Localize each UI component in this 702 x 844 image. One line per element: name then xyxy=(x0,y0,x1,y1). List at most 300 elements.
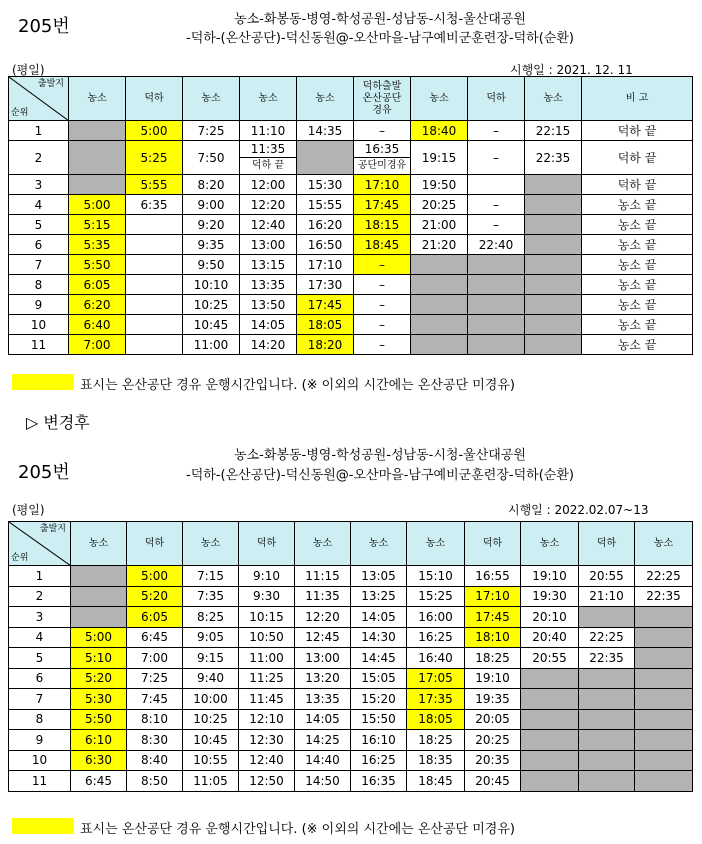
time-cell: 5:35 xyxy=(69,235,126,255)
table-row xyxy=(9,121,693,141)
time-cell: 8:40 xyxy=(127,750,183,771)
time-cell: 14:05 xyxy=(240,315,297,335)
time-cell: 15:20 xyxy=(351,689,407,710)
time-cell xyxy=(411,295,468,315)
time-cell: 20:25 xyxy=(465,730,521,751)
time-cell: 20:40 xyxy=(521,627,579,648)
time-cell: 농소 끝 xyxy=(582,275,693,295)
header-cell: 덕하 xyxy=(465,522,521,566)
time-cell xyxy=(71,607,127,628)
time-cell: 9:35 xyxy=(183,235,240,255)
effective-date-after: 시행일 : 2022.02.07~13 xyxy=(508,503,649,517)
time-cell xyxy=(635,689,693,710)
time-cell: 16:00 xyxy=(407,607,465,628)
time-cell xyxy=(240,141,297,175)
time-cell xyxy=(126,235,183,255)
time-cell: 21:10 xyxy=(579,586,635,607)
time-cell: 9:30 xyxy=(239,586,295,607)
route-path-line2-after: -덕하-(온산공단)-덕신동원@-오산마을-남구예비군훈련장-덕하(순환) xyxy=(186,468,574,483)
time-cell xyxy=(468,335,525,355)
time-cell: 11:15 xyxy=(295,566,351,587)
time-cell xyxy=(579,607,635,628)
table-row xyxy=(9,335,693,355)
time-cell xyxy=(579,730,635,751)
time-cell: 22:15 xyxy=(525,121,582,141)
table-row xyxy=(9,668,693,689)
time-cell: 13:15 xyxy=(240,255,297,275)
time-cell: 16:10 xyxy=(351,730,407,751)
route-path-line2: -덕하-(온산공단)-덕신동원@-오산마을-남구예비군훈련장-덕하(순환) xyxy=(186,31,574,46)
sub-note: 덕하 끝 xyxy=(240,157,296,174)
rank-cell: 11 xyxy=(9,335,69,355)
time-cell: 20:35 xyxy=(465,750,521,771)
rank-cell: 4 xyxy=(9,195,69,215)
rank-cell: 1 xyxy=(9,121,69,141)
time-cell: 20:55 xyxy=(579,566,635,587)
rank-cell: 6 xyxy=(9,235,69,255)
time-cell: 16:40 xyxy=(407,648,465,669)
corner-top-label: 출발지 xyxy=(37,79,64,89)
time-cell: 22:35 xyxy=(635,586,693,607)
time-cell: 17:05 xyxy=(407,668,465,689)
time-cell: 18:05 xyxy=(407,709,465,730)
time-cell: 덕하 끝 xyxy=(582,175,693,195)
time-cell xyxy=(525,235,582,255)
time-cell xyxy=(635,750,693,771)
time-cell: 농소 끝 xyxy=(582,335,693,355)
time-cell xyxy=(354,141,411,175)
time-cell xyxy=(69,121,126,141)
time-cell: 15:50 xyxy=(351,709,407,730)
time-cell: 9:50 xyxy=(183,255,240,275)
legend-text-before: 표시는 온산공단 경유 운행시간입니다. (※ 이외의 시간에는 온산공단 미경유) xyxy=(80,378,515,393)
time-cell: 17:45 xyxy=(297,295,354,315)
time-cell: – xyxy=(354,335,411,355)
route-path-line1-after: 농소-화봉동-병영-학성공원-성남동-시청-울산대공원 xyxy=(234,448,526,463)
time-cell: 17:45 xyxy=(465,607,521,628)
time-cell: 14:40 xyxy=(295,750,351,771)
time-cell: – xyxy=(354,121,411,141)
time-cell: 7:25 xyxy=(127,668,183,689)
time-cell xyxy=(521,750,579,771)
time-cell: 11:00 xyxy=(239,648,295,669)
rank-cell: 9 xyxy=(9,730,71,751)
time-cell: 10:10 xyxy=(183,275,240,295)
table-row xyxy=(9,689,693,710)
time-cell: 12:00 xyxy=(240,175,297,195)
time-cell xyxy=(71,586,127,607)
time-cell xyxy=(297,141,354,175)
header-cell: 농소 xyxy=(71,522,127,566)
legend-text-after: 표시는 온산공단 경유 운행시간입니다. (※ 이외의 시간에는 온산공단 미경유) xyxy=(80,822,515,837)
time-cell: 6:05 xyxy=(69,275,126,295)
header-cell: 농소 xyxy=(525,77,582,121)
time-cell: 13:05 xyxy=(351,566,407,587)
time-cell: 11:05 xyxy=(183,771,239,792)
table-row xyxy=(9,275,693,295)
time-cell: 18:10 xyxy=(465,627,521,648)
time-cell xyxy=(468,315,525,335)
time-cell xyxy=(579,750,635,771)
time-cell: 15:55 xyxy=(297,195,354,215)
time-cell: 22:40 xyxy=(468,235,525,255)
time-cell: 17:35 xyxy=(407,689,465,710)
header-cell: 농소 xyxy=(69,77,126,121)
time-cell: 10:50 xyxy=(239,627,295,648)
time-cell: 11:10 xyxy=(240,121,297,141)
time-cell xyxy=(411,275,468,295)
time-cell xyxy=(126,295,183,315)
time-cell: 5:00 xyxy=(127,566,183,587)
header-cell: 농소 xyxy=(295,522,351,566)
day-type-label: (평일) xyxy=(12,63,45,77)
time-cell xyxy=(525,255,582,275)
header-cell: 농소 xyxy=(411,77,468,121)
time-cell: 8:20 xyxy=(183,175,240,195)
time-cell: 12:10 xyxy=(239,709,295,730)
time-cell: 8:30 xyxy=(127,730,183,751)
time-cell: 20:25 xyxy=(411,195,468,215)
rank-cell: 10 xyxy=(9,750,71,771)
time-cell: 5:00 xyxy=(71,627,127,648)
time-cell xyxy=(525,295,582,315)
time-cell: 11:00 xyxy=(183,335,240,355)
table-row xyxy=(9,709,693,730)
time-cell xyxy=(126,215,183,235)
time-cell: – xyxy=(468,195,525,215)
header-cell: 농소 xyxy=(521,522,579,566)
time-cell: 15:30 xyxy=(297,175,354,195)
rank-cell: 6 xyxy=(9,668,71,689)
time-cell: 6:05 xyxy=(127,607,183,628)
time-cell: – xyxy=(468,121,525,141)
time-cell: 22:25 xyxy=(579,627,635,648)
time-cell: 19:30 xyxy=(521,586,579,607)
time-cell: 19:10 xyxy=(521,566,579,587)
table-row xyxy=(9,315,693,335)
time-cell: 13:25 xyxy=(351,586,407,607)
table-row xyxy=(9,215,693,235)
time-cell: – xyxy=(354,295,411,315)
time-cell: 17:10 xyxy=(354,175,411,195)
legend-yellow-swatch xyxy=(12,374,74,390)
header-cell: 농소 xyxy=(183,522,239,566)
time-cell: 12:20 xyxy=(295,607,351,628)
time-cell: 8:25 xyxy=(183,607,239,628)
time-cell: 20:55 xyxy=(521,648,579,669)
header-cell: 농소 xyxy=(407,522,465,566)
time-cell: 6:20 xyxy=(69,295,126,315)
table-row xyxy=(9,586,693,607)
time-cell: 5:55 xyxy=(126,175,183,195)
time-cell: 18:45 xyxy=(407,771,465,792)
time-cell: 17:10 xyxy=(465,586,521,607)
time-cell xyxy=(635,709,693,730)
table-row xyxy=(9,235,693,255)
rank-cell: 4 xyxy=(9,627,71,648)
time-cell: 16:35 xyxy=(351,771,407,792)
time-cell: 13:50 xyxy=(240,295,297,315)
time-cell: 7:00 xyxy=(127,648,183,669)
time-cell: 9:15 xyxy=(183,648,239,669)
time-cell: 11:25 xyxy=(239,668,295,689)
time-cell: 12:40 xyxy=(240,215,297,235)
table-row xyxy=(9,750,693,771)
time-cell xyxy=(468,175,525,195)
time-cell: 14:05 xyxy=(351,607,407,628)
rank-cell: 7 xyxy=(9,689,71,710)
time-cell: 16:25 xyxy=(351,750,407,771)
sub-note: 공단미경유 xyxy=(354,157,410,174)
rank-cell: 5 xyxy=(9,215,69,235)
header-cell: 덕하 xyxy=(127,522,183,566)
table-row xyxy=(9,607,693,628)
table-row xyxy=(9,627,693,648)
time-cell: 6:45 xyxy=(127,627,183,648)
time-cell: 5:50 xyxy=(71,709,127,730)
time-cell: 농소 끝 xyxy=(582,215,693,235)
time-cell: 22:35 xyxy=(525,141,582,175)
time-cell: 10:25 xyxy=(183,709,239,730)
time-cell: 6:30 xyxy=(71,750,127,771)
timetable-before xyxy=(8,76,693,355)
day-type-label-after: (평일) xyxy=(12,503,45,517)
time-cell: 12:40 xyxy=(239,750,295,771)
header-row-after xyxy=(9,522,693,566)
route-path-line1: 농소-화봉동-병영-학성공원-성남동-시청-울산대공원 xyxy=(234,12,526,27)
time-cell: 8:50 xyxy=(127,771,183,792)
time-cell xyxy=(411,315,468,335)
time-cell xyxy=(126,335,183,355)
time-cell: 13:35 xyxy=(240,275,297,295)
time-cell: 15:05 xyxy=(351,668,407,689)
time-cell: 21:00 xyxy=(411,215,468,235)
time-cell: 10:45 xyxy=(183,315,240,335)
rank-cell: 8 xyxy=(9,709,71,730)
time-cell xyxy=(635,648,693,669)
time-cell: 7:45 xyxy=(127,689,183,710)
time-cell: 5:15 xyxy=(69,215,126,235)
table-row xyxy=(9,175,693,195)
time-cell: 12:20 xyxy=(240,195,297,215)
time-cell: 14:20 xyxy=(240,335,297,355)
change-label: ▷ 변경후 xyxy=(26,413,90,432)
time-cell: 14:25 xyxy=(295,730,351,751)
time-cell: 13:35 xyxy=(295,689,351,710)
header-cell: 농소 xyxy=(635,522,693,566)
time-cell: 13:00 xyxy=(295,648,351,669)
table-row xyxy=(9,195,693,215)
time-cell: – xyxy=(468,141,525,175)
time-cell: 6:40 xyxy=(69,315,126,335)
rank-cell: 7 xyxy=(9,255,69,275)
time-cell: 10:00 xyxy=(183,689,239,710)
corner-header-cell-after xyxy=(9,522,71,566)
time-cell: 8:10 xyxy=(127,709,183,730)
time-cell: 5:20 xyxy=(127,586,183,607)
time-cell xyxy=(69,141,126,175)
time-cell: 14:45 xyxy=(351,648,407,669)
time-cell xyxy=(71,566,127,587)
time-cell xyxy=(411,255,468,275)
header-cell: 농소 xyxy=(240,77,297,121)
time-cell: 22:25 xyxy=(635,566,693,587)
time-cell xyxy=(525,315,582,335)
time-cell xyxy=(635,607,693,628)
corner-bottom-label-after: 순위 xyxy=(11,553,29,563)
time-cell: 15:10 xyxy=(407,566,465,587)
header-cell: 덕하 xyxy=(126,77,183,121)
time-cell: 6:45 xyxy=(71,771,127,792)
time-cell: 18:20 xyxy=(297,335,354,355)
table-row xyxy=(9,730,693,751)
time-cell: 10:45 xyxy=(183,730,239,751)
time-cell: 18:45 xyxy=(354,235,411,255)
time-cell: 11:35 xyxy=(295,586,351,607)
time-cell: 17:30 xyxy=(297,275,354,295)
time-cell xyxy=(521,709,579,730)
route-number-after: 205번 xyxy=(18,462,70,483)
route-number: 205번 xyxy=(18,16,70,37)
rank-cell: 9 xyxy=(9,295,69,315)
time-cell: 12:30 xyxy=(239,730,295,751)
time-value: 16:35 xyxy=(364,142,400,156)
time-cell: – xyxy=(354,255,411,275)
time-cell: 농소 끝 xyxy=(582,295,693,315)
table-row xyxy=(9,648,693,669)
header-cell: 덕하 xyxy=(579,522,635,566)
header-cell: 농소 xyxy=(297,77,354,121)
time-cell xyxy=(525,335,582,355)
time-cell: 5:00 xyxy=(69,195,126,215)
time-cell: 7:25 xyxy=(183,121,240,141)
time-cell: 16:20 xyxy=(297,215,354,235)
time-cell xyxy=(635,771,693,792)
time-cell: 농소 끝 xyxy=(582,315,693,335)
time-cell xyxy=(635,627,693,648)
time-cell: – xyxy=(468,215,525,235)
time-cell: 13:20 xyxy=(295,668,351,689)
rank-cell: 8 xyxy=(9,275,69,295)
rank-cell: 5 xyxy=(9,648,71,669)
rank-cell: 3 xyxy=(9,175,69,195)
time-cell: 18:25 xyxy=(465,648,521,669)
table-row xyxy=(9,255,693,275)
time-cell: 10:25 xyxy=(183,295,240,315)
legend-yellow-swatch-after xyxy=(12,818,74,834)
rank-cell: 11 xyxy=(9,771,71,792)
time-cell: 21:20 xyxy=(411,235,468,255)
time-cell: 9:00 xyxy=(183,195,240,215)
time-cell: 14:50 xyxy=(295,771,351,792)
time-cell: 16:50 xyxy=(297,235,354,255)
time-cell: 7:50 xyxy=(183,141,240,175)
header-cell: 농소 xyxy=(183,77,240,121)
header-cell: 농소 xyxy=(351,522,407,566)
rank-cell: 1 xyxy=(9,566,71,587)
time-value: 11:35 xyxy=(250,142,286,156)
time-cell: 17:10 xyxy=(297,255,354,275)
time-cell: 14:35 xyxy=(297,121,354,141)
time-cell: 5:20 xyxy=(71,668,127,689)
time-cell: 17:45 xyxy=(354,195,411,215)
rank-cell: 2 xyxy=(9,141,69,175)
time-cell xyxy=(411,335,468,355)
time-cell: 11:45 xyxy=(239,689,295,710)
time-cell: 19:15 xyxy=(411,141,468,175)
timetable-after xyxy=(8,521,693,792)
time-cell: 19:50 xyxy=(411,175,468,195)
time-cell: 6:10 xyxy=(71,730,127,751)
time-cell: – xyxy=(354,315,411,335)
rank-cell: 10 xyxy=(9,315,69,335)
time-cell: 9:10 xyxy=(239,566,295,587)
time-cell: 7:15 xyxy=(183,566,239,587)
time-cell xyxy=(126,255,183,275)
time-cell: 16:25 xyxy=(407,627,465,648)
time-cell: 농소 끝 xyxy=(582,255,693,275)
effective-date-before: 시행일 : 2021. 12. 11 xyxy=(510,63,633,77)
time-cell xyxy=(521,771,579,792)
time-cell: 20:45 xyxy=(465,771,521,792)
time-cell: 18:05 xyxy=(297,315,354,335)
time-cell xyxy=(579,689,635,710)
corner-bottom-label: 순위 xyxy=(11,108,29,118)
time-cell xyxy=(468,295,525,315)
time-cell xyxy=(635,730,693,751)
header-row xyxy=(9,77,693,121)
time-cell xyxy=(525,175,582,195)
time-cell: 15:25 xyxy=(407,586,465,607)
time-cell: 7:00 xyxy=(69,335,126,355)
time-cell: 농소 끝 xyxy=(582,195,693,215)
time-cell xyxy=(525,275,582,295)
time-cell: 6:35 xyxy=(126,195,183,215)
time-cell: 5:00 xyxy=(126,121,183,141)
time-cell xyxy=(525,195,582,215)
time-cell: 덕하 끝 xyxy=(582,121,693,141)
time-cell xyxy=(468,255,525,275)
time-cell: 7:35 xyxy=(183,586,239,607)
time-cell: 19:10 xyxy=(465,668,521,689)
time-cell: 9:40 xyxy=(183,668,239,689)
time-cell: 9:20 xyxy=(183,215,240,235)
time-cell: 18:25 xyxy=(407,730,465,751)
header-cell: 덕하 xyxy=(239,522,295,566)
time-cell xyxy=(579,771,635,792)
rank-cell: 2 xyxy=(9,586,71,607)
table-row xyxy=(9,771,693,792)
time-cell: 덕하 끝 xyxy=(582,141,693,175)
time-cell: 5:50 xyxy=(69,255,126,275)
time-cell xyxy=(635,668,693,689)
time-cell: 20:05 xyxy=(465,709,521,730)
time-cell: 18:15 xyxy=(354,215,411,235)
rank-cell: 3 xyxy=(9,607,71,628)
time-cell xyxy=(468,275,525,295)
time-cell: 20:10 xyxy=(521,607,579,628)
table-row xyxy=(9,295,693,315)
time-cell: 5:10 xyxy=(71,648,127,669)
header-cell: 덕하 xyxy=(468,77,525,121)
time-cell xyxy=(579,668,635,689)
time-cell xyxy=(521,730,579,751)
header-cell: 덕하출발 온산공단 경유 xyxy=(354,77,411,121)
time-cell xyxy=(126,275,183,295)
time-cell: 22:35 xyxy=(579,648,635,669)
time-cell: 12:50 xyxy=(239,771,295,792)
time-cell: 19:35 xyxy=(465,689,521,710)
